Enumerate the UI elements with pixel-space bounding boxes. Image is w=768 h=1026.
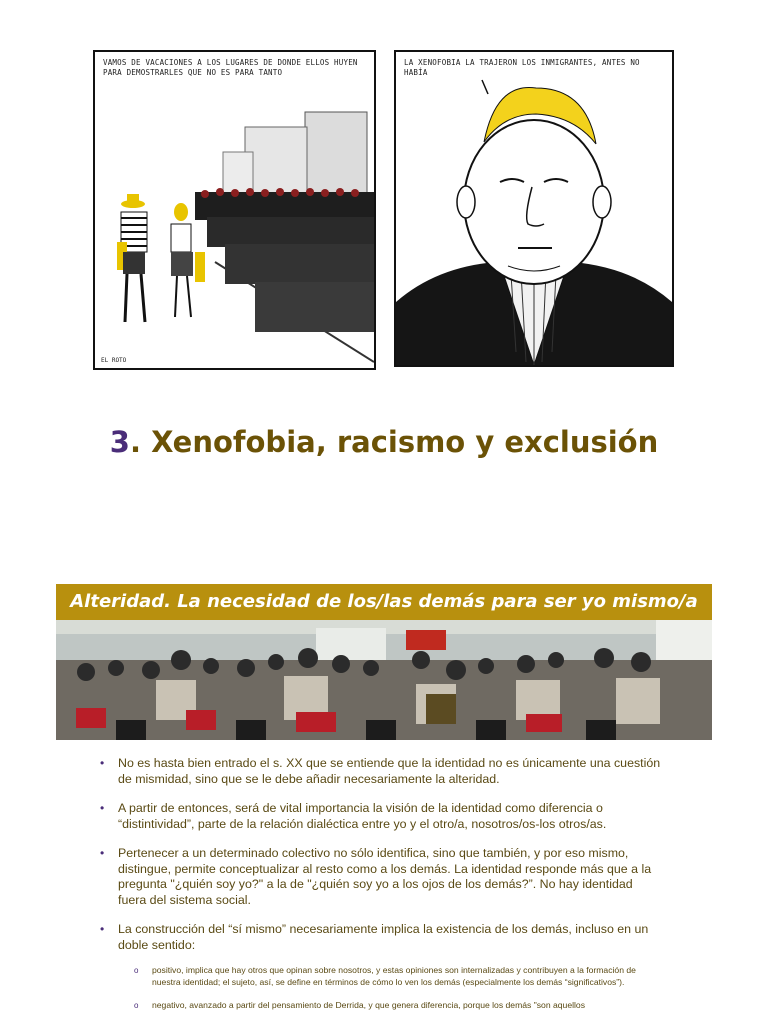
sub-bullet-marker: o: [134, 1001, 139, 1011]
bullet-marker: •: [100, 801, 105, 815]
section-title-text: Xenofobia, racismo y exclusión: [151, 425, 659, 459]
cartoon-left-caption: VAMOS DE VACACIONES A LOS LUGARES DE DONDE ELLOS HUYEN PARA DEMOSTRARLES QUE NO ES PARA TANTO: [103, 58, 358, 77]
bullet-text: A partir de entonces, será de vital importancia la visión de la identidad como diferencia o “distintividad”, parte de la relación dialéctica entre yo y el otro/a, nosotros/os-los otros/as.: [118, 801, 607, 831]
section-number: 3: [109, 425, 130, 459]
sub-bullet-text: positivo, implica que hay otros que opinan sobre nosotros, y estas opiniones son internalizadas y contribuyen a la formación de nuestra identidad; el sujeto, así, se define en términos de cómo lo ven los demás (especialmente los demás “significativos”).: [152, 965, 636, 987]
banner-title: Alteridad. La necesidad de los/las demás para ser yo mismo/a: [70, 591, 698, 612]
list-item: [100, 846, 662, 908]
section-title: [0, 425, 768, 459]
bullet-marker: •: [100, 846, 105, 860]
bullet-text: No es hasta bien entrado el s. XX que se entiende que la identidad no es únicamente una cuestión de mismidad, sino que se le debe añadir necesariamente la alteridad.: [118, 756, 661, 786]
sub-bullet-marker: o: [134, 966, 139, 975]
man-portrait-illustration: [396, 52, 672, 365]
bullet-list: [100, 756, 662, 1026]
bullet-marker: •: [100, 756, 105, 770]
cartoon-right-caption: LA XENOFOBIA LA TRAJERON LOS INMIGRANTES, ANTES NO HABÍA: [404, 58, 640, 77]
list-item: [100, 922, 662, 1012]
list-item: [100, 756, 662, 787]
section-number-dot: .: [129, 425, 141, 459]
motorbike-crowd-photo: [56, 620, 712, 740]
sub-list-item: [118, 965, 662, 988]
slide-banner: [56, 584, 712, 620]
sub-bullet-text: negativo, avanzado a partir del pensamiento de Derrida, y que genera diferencia, porque los demás "son aquellos: [152, 1000, 586, 1011]
cartoon-signature: EL ROTO: [101, 357, 127, 364]
tourists-illustration: [95, 52, 374, 368]
cartoon-xenophobia: [394, 50, 674, 367]
traffic-photo: [56, 620, 712, 740]
sub-list-item: [118, 1000, 662, 1012]
bullet-text: La construcción del “sí mismo” necesariamente implica la existencia de los demás, incluso en un doble sentido:: [118, 922, 649, 952]
bullet-marker: •: [100, 922, 105, 936]
bullet-text: Pertenecer a un determinado colectivo no sólo identifica, sino que también, y por eso mismo, distingue, permite conceptualizar al resto como a los demás. La identidad responde más que a la pregunta "¿quién soy yo?" a la de "¿quién soy yo a los ojos de los demás?”. No hay identidad fuera del sistema social.: [118, 846, 652, 907]
cartoon-tourists: [93, 50, 376, 370]
list-item: [100, 801, 662, 832]
